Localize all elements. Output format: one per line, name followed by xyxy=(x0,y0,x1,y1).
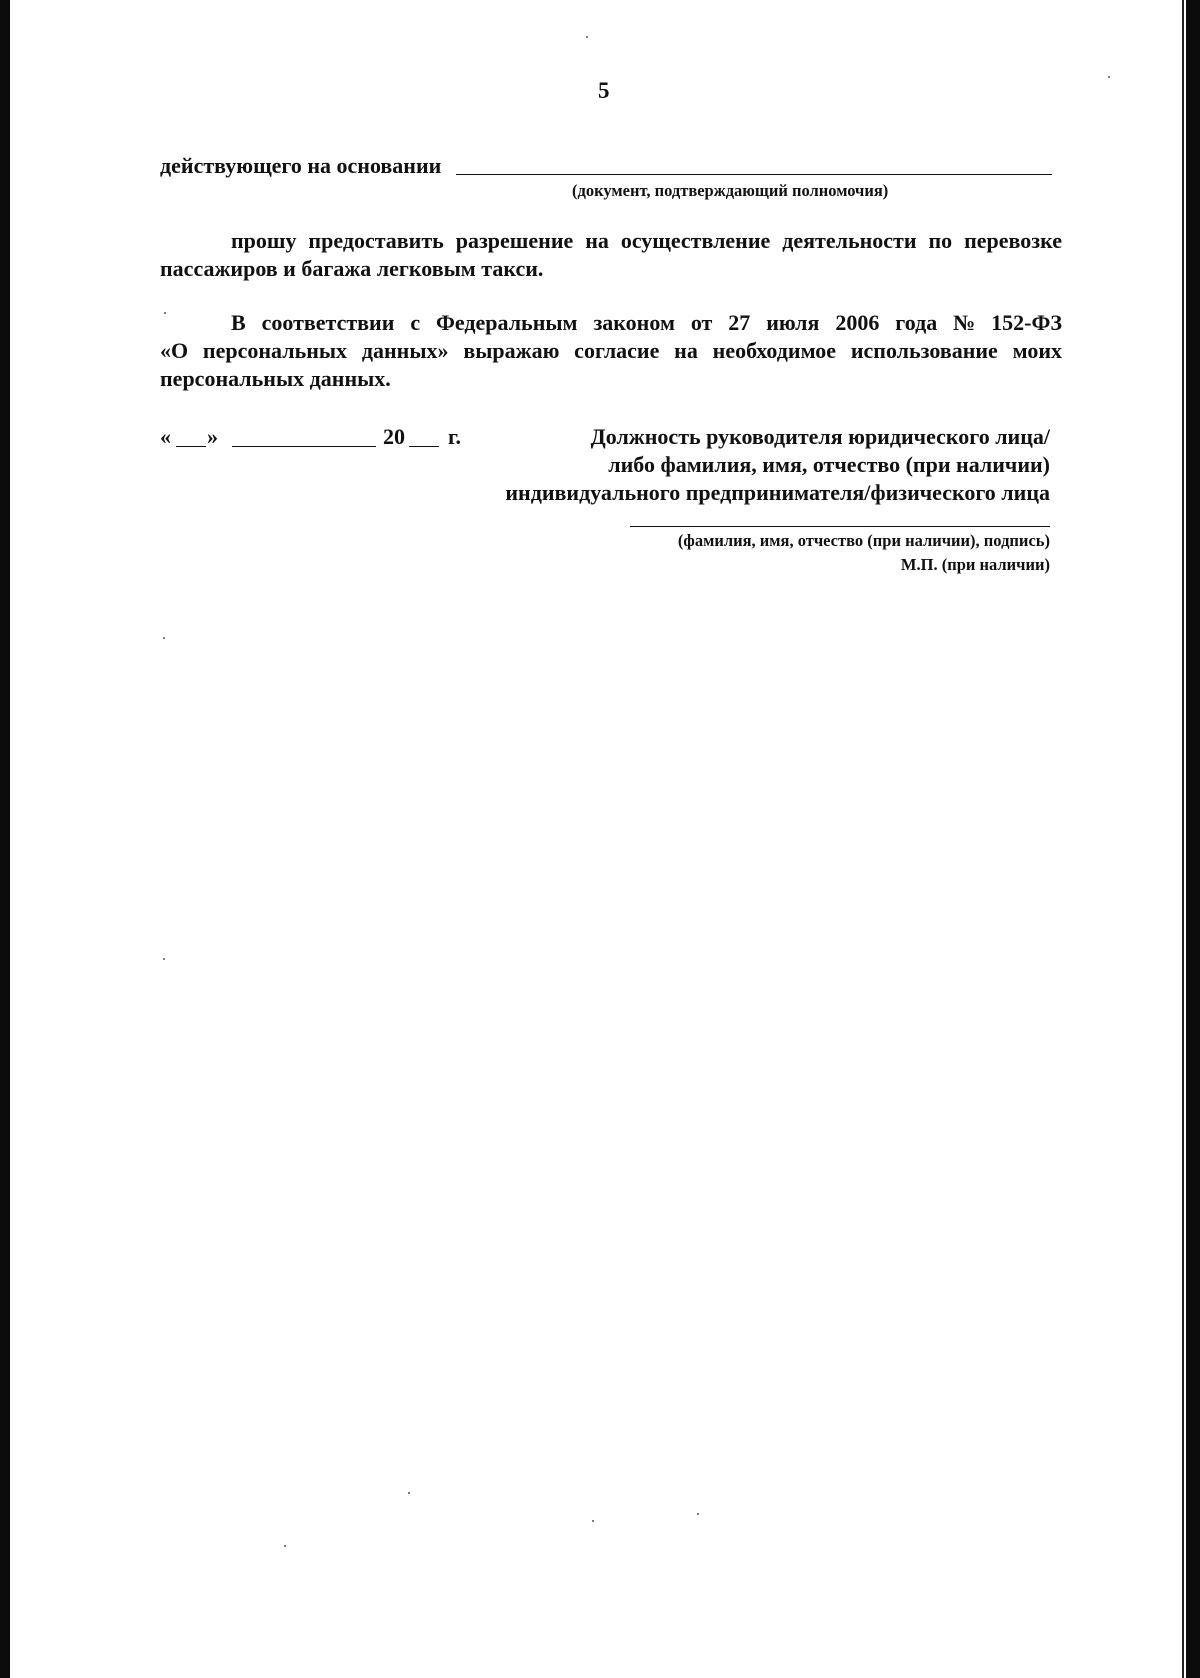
date-day-blank xyxy=(176,446,206,447)
consent-line-3: персональных данных. xyxy=(160,366,391,391)
consent-line-2: «О персональных данных» выражаю согласие на необходимое использование моих xyxy=(160,338,1062,363)
date-year-prefix: 20 xyxy=(383,424,405,449)
scan-edge-left xyxy=(0,0,10,1678)
scan-speck xyxy=(163,637,165,639)
scan-speck xyxy=(592,1520,594,1522)
date-month-blank xyxy=(232,446,376,447)
date-close-quote: » xyxy=(207,424,218,449)
acting-basis-blank xyxy=(456,174,1052,175)
scan-speck xyxy=(697,1513,699,1515)
acting-basis-label: действующего на основании xyxy=(160,153,442,178)
scan-speck xyxy=(586,36,588,38)
scan-speck xyxy=(408,1492,410,1494)
scan-speck xyxy=(284,1545,286,1547)
consent-line-1: В соответствии с Федеральным законом от 27 июля 2006 года № 152-ФЗ xyxy=(231,310,1062,335)
date-year-suffix: г. xyxy=(448,424,462,449)
signatory-line-3: индивидуального предпринимателя/физического лица xyxy=(505,480,1050,505)
scan-edge-right-line xyxy=(1182,0,1184,1678)
request-line-1: прошу предоставить разрешение на осуществление деятельности по перевозке xyxy=(231,228,1062,253)
stamp-note: М.П. (при наличии) xyxy=(900,555,1050,574)
scan-speck xyxy=(163,958,165,960)
page-number: 5 xyxy=(598,78,610,103)
date-open-quote: « xyxy=(160,424,171,449)
signature-blank xyxy=(630,526,1050,527)
date-year-blank xyxy=(409,446,439,447)
signatory-line-1: Должность руководителя юридического лица/ xyxy=(590,424,1050,449)
request-line-2: пассажиров и багажа легковым такси. xyxy=(160,256,544,281)
scan-edge-right xyxy=(1186,0,1200,1678)
signatory-line-2: либо фамилия, имя, отчество (при наличии) xyxy=(608,452,1050,477)
scan-speck xyxy=(1108,76,1110,78)
signature-caption: (фамилия, имя, отчество (при наличии), подпись) xyxy=(677,531,1050,550)
acting-basis-caption: (документ, подтверждающий полномочия) xyxy=(572,181,889,200)
scan-speck xyxy=(164,312,166,314)
